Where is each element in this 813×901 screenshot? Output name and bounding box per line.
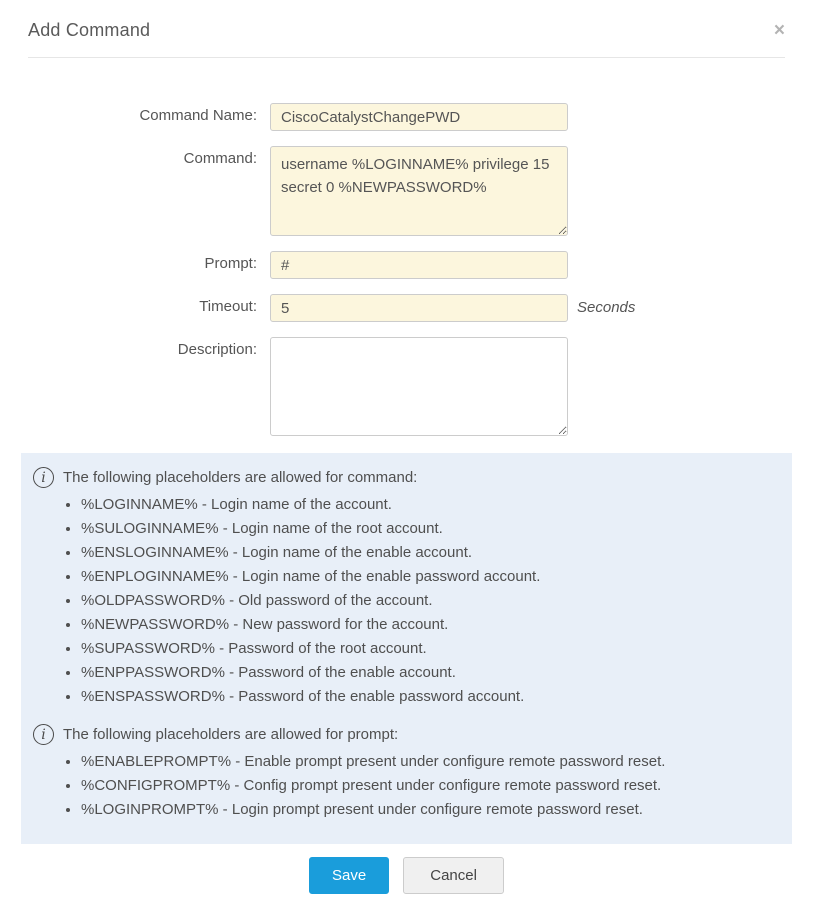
page-title: Add Command: [28, 20, 151, 40]
timeout-input[interactable]: [270, 294, 568, 322]
add-command-form: [0, 103, 813, 436]
command-textarea[interactable]: [270, 146, 568, 236]
placeholder-item: • %NEWPASSWORD% - New password for the account.: [81, 613, 772, 637]
command-name-row: [0, 103, 813, 131]
save-button[interactable]: Save: [309, 857, 389, 894]
prompt-placeholders-section: [33, 724, 772, 822]
command-placeholders-section: [33, 467, 772, 709]
command-placeholders-list: [33, 493, 772, 709]
command-placeholders-heading: The following placeholders are allowed for command:: [63, 469, 418, 486]
close-icon[interactable]: ×: [773, 20, 785, 41]
prompt-placeholders-heading: The following placeholders are allowed for prompt:: [63, 726, 399, 743]
placeholder-item: • %LOGINPROMPT% - Login prompt present under configure remote password reset.: [81, 798, 772, 822]
dialog-footer: [0, 857, 813, 894]
description-row: [0, 337, 813, 436]
info-icon: i: [33, 467, 54, 488]
placeholder-item: • %SULOGINNAME% - Login name of the root account.: [81, 517, 772, 541]
prompt-label: Prompt:: [204, 255, 257, 272]
prompt-row: [0, 251, 813, 279]
placeholder-item: • %ENPPASSWORD% - Password of the enable account.: [81, 661, 772, 685]
timeout-row: [0, 294, 813, 322]
placeholder-item: • %CONFIGPROMPT% - Config prompt present under configure remote password reset.: [81, 774, 772, 798]
description-label: Description:: [177, 341, 257, 358]
placeholder-item: • %ENSLOGINNAME% - Login name of the enable account.: [81, 541, 772, 565]
info-icon: i: [33, 724, 54, 745]
prompt-input[interactable]: [270, 251, 568, 279]
placeholder-item: • %ENPLOGINNAME% - Login name of the enable password account.: [81, 565, 772, 589]
description-textarea[interactable]: [270, 337, 568, 436]
prompt-placeholders-list: [33, 750, 772, 822]
placeholder-item: • %LOGINNAME% - Login name of the account.: [81, 493, 772, 517]
command-label: Command:: [183, 150, 257, 167]
placeholder-item: • %ENSPASSWORD% - Password of the enable password account.: [81, 685, 772, 709]
placeholder-item: • %SUPASSWORD% - Password of the root account.: [81, 637, 772, 661]
timeout-label: Timeout:: [199, 298, 257, 315]
command-row: [0, 146, 813, 236]
timeout-units-label: Seconds: [577, 299, 636, 316]
placeholder-item: • %ENABLEPROMPT% - Enable prompt present under configure remote password reset.: [81, 750, 772, 774]
placeholders-info-panel: [21, 453, 792, 844]
dialog-header: [28, 0, 785, 58]
command-name-input[interactable]: [270, 103, 568, 131]
placeholder-item: • %OLDPASSWORD% - Old password of the account.: [81, 589, 772, 613]
command-name-label: Command Name:: [139, 107, 257, 124]
cancel-button[interactable]: Cancel: [403, 857, 504, 894]
